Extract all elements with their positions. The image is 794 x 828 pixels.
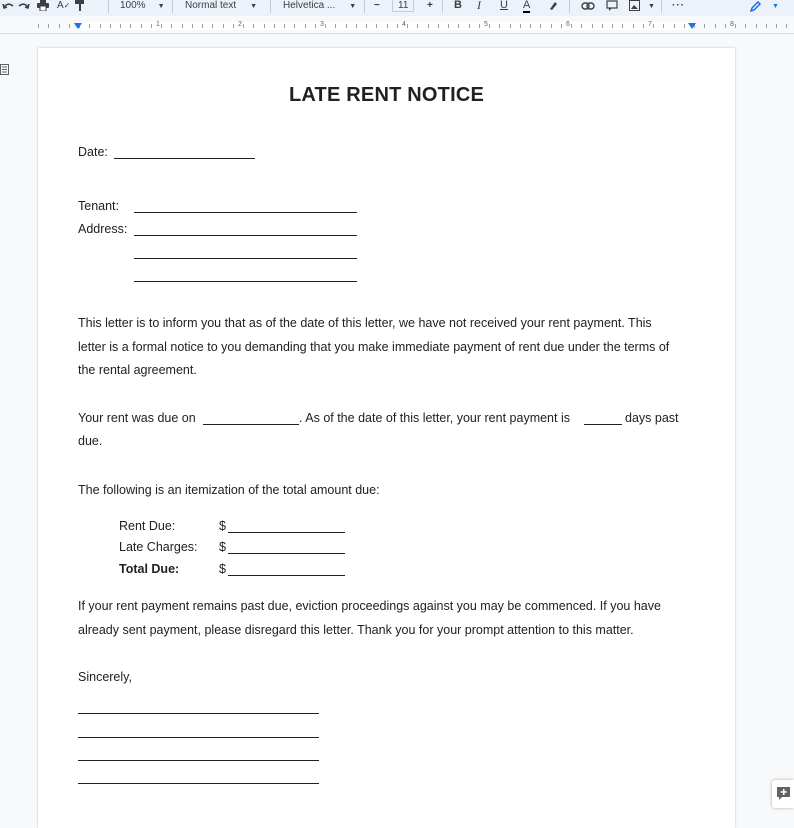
ruler-tick <box>745 24 746 28</box>
ruler-tick <box>510 24 511 28</box>
font-size-value: 11 <box>398 0 409 11</box>
ruler-tick <box>161 24 162 28</box>
ruler-tick <box>674 24 675 28</box>
ruler-tick <box>264 24 265 28</box>
paint-format-icon[interactable] <box>75 0 85 14</box>
italic-button[interactable]: I <box>477 0 481 12</box>
add-comment-button[interactable] <box>772 780 794 808</box>
underline-button[interactable]: U <box>500 0 508 11</box>
tenant-blank <box>134 212 357 213</box>
ruler-tick <box>120 24 121 28</box>
edit-mode-dropdown-icon[interactable]: ▼ <box>772 3 779 10</box>
ruler-tick <box>561 24 562 28</box>
ruler-tick <box>223 24 224 28</box>
font-select[interactable]: Helvetica ... ▼ <box>283 0 357 11</box>
ruler-number: 7 <box>648 21 652 28</box>
ruler-tick <box>243 24 244 28</box>
font-size-input[interactable] <box>392 0 414 12</box>
ruler-tick <box>284 24 285 28</box>
zoom-select[interactable]: 100% ▼ <box>120 0 165 11</box>
comment-icon[interactable] <box>606 0 618 14</box>
ruler-tick <box>171 24 172 28</box>
style-value: Normal text <box>185 0 237 11</box>
ruler-number: 8 <box>730 21 734 28</box>
ruler-tick <box>571 24 572 28</box>
paragraph-line: This letter is to inform you that as of the date of this letter, we have not received your rent payment. This <box>78 316 652 330</box>
ruler-number: 2 <box>238 21 242 28</box>
paragraph-line: If your rent payment remains past due, eviction proceedings against you may be commenced. If you have <box>78 599 661 613</box>
ruler-tick <box>315 24 316 28</box>
signature-blank <box>78 783 319 784</box>
ruler-tick <box>592 24 593 28</box>
increase-font-button[interactable]: + <box>427 0 433 11</box>
address-label: Address: <box>78 222 128 236</box>
font-value: Helvetica ... <box>283 0 336 11</box>
signature-blank <box>78 737 319 738</box>
rent-status-text: . As of the date of this letter, your rent payment is <box>299 411 570 425</box>
image-dropdown-icon[interactable]: ▼ <box>648 3 655 10</box>
style-select[interactable]: Normal text ▼ <box>185 0 258 11</box>
total-due-amount-blank <box>228 575 345 576</box>
ruler-tick <box>202 24 203 28</box>
signature-blank <box>78 760 319 761</box>
ruler-tick <box>458 24 459 28</box>
ruler-tick <box>274 24 275 28</box>
document-outline-icon[interactable] <box>0 62 10 80</box>
ruler-tick <box>212 24 213 28</box>
ruler-number: 4 <box>402 21 406 28</box>
ruler-tick <box>346 24 347 28</box>
ruler-tick <box>59 24 60 28</box>
ruler-tick <box>130 24 131 28</box>
highlight-icon[interactable] <box>548 1 558 15</box>
ruler-tick <box>786 24 787 28</box>
ruler-tick <box>499 24 500 28</box>
ruler-tick <box>438 24 439 28</box>
ruler-number: 5 <box>484 21 488 28</box>
ruler-tick <box>417 24 418 28</box>
toolbar <box>0 0 794 16</box>
ruler-tick <box>294 24 295 28</box>
text-color-button[interactable]: A <box>523 0 531 11</box>
address-blank <box>134 258 357 259</box>
paragraph-line: due. <box>78 434 103 448</box>
closing: Sincerely, <box>78 670 132 684</box>
left-indent-marker[interactable] <box>74 23 82 29</box>
ruler-tick <box>612 24 613 28</box>
signature-blank <box>78 713 319 714</box>
spellcheck-icon[interactable]: A✓ <box>57 0 71 11</box>
rent-due-date-blank <box>203 424 299 425</box>
ruler-tick <box>233 24 234 28</box>
ruler-number: 3 <box>320 21 324 28</box>
ruler-tick <box>633 24 634 28</box>
decrease-font-button[interactable]: − <box>374 0 380 11</box>
ruler-tick <box>653 24 654 28</box>
ruler-tick <box>325 24 326 28</box>
ruler-tick <box>376 24 377 28</box>
ruler-tick <box>356 24 357 28</box>
ruler-tick <box>715 24 716 28</box>
ruler-tick <box>89 24 90 28</box>
ruler-tick <box>469 24 470 28</box>
ruler-tick <box>766 24 767 28</box>
ruler-tick <box>725 24 726 28</box>
ruler-tick <box>182 24 183 28</box>
ruler-tick <box>253 24 254 28</box>
ruler-tick <box>479 24 480 28</box>
ruler-tick <box>540 24 541 28</box>
bold-button[interactable]: B <box>454 0 462 11</box>
ruler-number: 1 <box>156 21 160 28</box>
ruler-tick <box>192 24 193 28</box>
ruler-tick <box>366 24 367 28</box>
ruler-tick <box>530 24 531 28</box>
ruler-tick <box>776 24 777 28</box>
ruler-tick <box>735 24 736 28</box>
date-label: Date: <box>78 145 108 159</box>
ruler-tick <box>663 24 664 28</box>
ruler-tick <box>551 24 552 28</box>
rent-due-amount-blank <box>228 532 345 533</box>
total-due-label: Total Due: <box>119 562 180 576</box>
ruler-tick <box>520 24 521 28</box>
ruler-tick <box>335 24 336 28</box>
tenant-label: Tenant: <box>78 199 120 213</box>
address-blank <box>134 235 357 236</box>
ruler-tick <box>428 24 429 28</box>
paragraph-line: letter is a formal notice to you demanding that you make immediate payment of rent due under the terms of <box>78 340 670 354</box>
ruler-tick <box>756 24 757 28</box>
ruler-tick <box>622 24 623 28</box>
ruler-tick <box>704 24 705 28</box>
ruler-tick <box>110 24 111 28</box>
edit-mode-icon[interactable] <box>750 1 763 15</box>
address-blank <box>134 281 357 282</box>
paragraph-line: already sent payment, please disregard this letter. Thank you for your prompt attention to this matter. <box>78 623 634 637</box>
ruler-number: 6 <box>566 21 570 28</box>
days-past-blank <box>584 424 622 425</box>
currency-symbol: $ <box>219 540 226 554</box>
ruler-tick <box>684 24 685 28</box>
image-icon[interactable] <box>629 0 640 14</box>
rent-due-label: Rent Due: <box>119 519 176 533</box>
ruler-tick <box>489 24 490 28</box>
link-icon[interactable] <box>581 1 595 15</box>
currency-symbol: $ <box>219 562 226 576</box>
more-button[interactable]: ··· <box>672 0 685 11</box>
print-icon[interactable] <box>37 0 49 14</box>
ruler-tick <box>141 24 142 28</box>
ruler-tick <box>305 24 306 28</box>
add-comment-icon <box>777 787 790 800</box>
ruler-tick <box>643 24 644 28</box>
ruler-tick <box>100 24 101 28</box>
document-title: LATE RENT NOTICE <box>288 84 485 106</box>
document-page[interactable] <box>38 48 735 828</box>
date-blank <box>114 158 255 159</box>
ruler-tick <box>38 24 39 28</box>
ruler-tick <box>397 24 398 28</box>
rent-due-text: Your rent was due on <box>78 411 196 425</box>
paragraph-line: the rental agreement. <box>78 363 197 377</box>
late-charges-label: Late Charges: <box>119 540 198 554</box>
right-indent-marker[interactable] <box>688 23 696 29</box>
ruler-tick <box>387 24 388 28</box>
late-charges-amount-blank <box>228 553 345 554</box>
undo-icon[interactable] <box>2 1 14 15</box>
redo-icon[interactable] <box>18 1 30 15</box>
ruler-tick <box>602 24 603 28</box>
currency-symbol: $ <box>219 519 226 533</box>
ruler <box>0 19 794 34</box>
itemization-intro: The following is an itemization of the total amount due: <box>78 483 380 497</box>
ruler-tick <box>151 24 152 28</box>
ruler-tick <box>581 24 582 28</box>
days-past-text: days past <box>625 411 679 425</box>
ruler-tick <box>69 24 70 28</box>
zoom-value: 100% <box>120 0 146 11</box>
ruler-tick <box>448 24 449 28</box>
ruler-tick <box>407 24 408 28</box>
ruler-tick <box>48 24 49 28</box>
